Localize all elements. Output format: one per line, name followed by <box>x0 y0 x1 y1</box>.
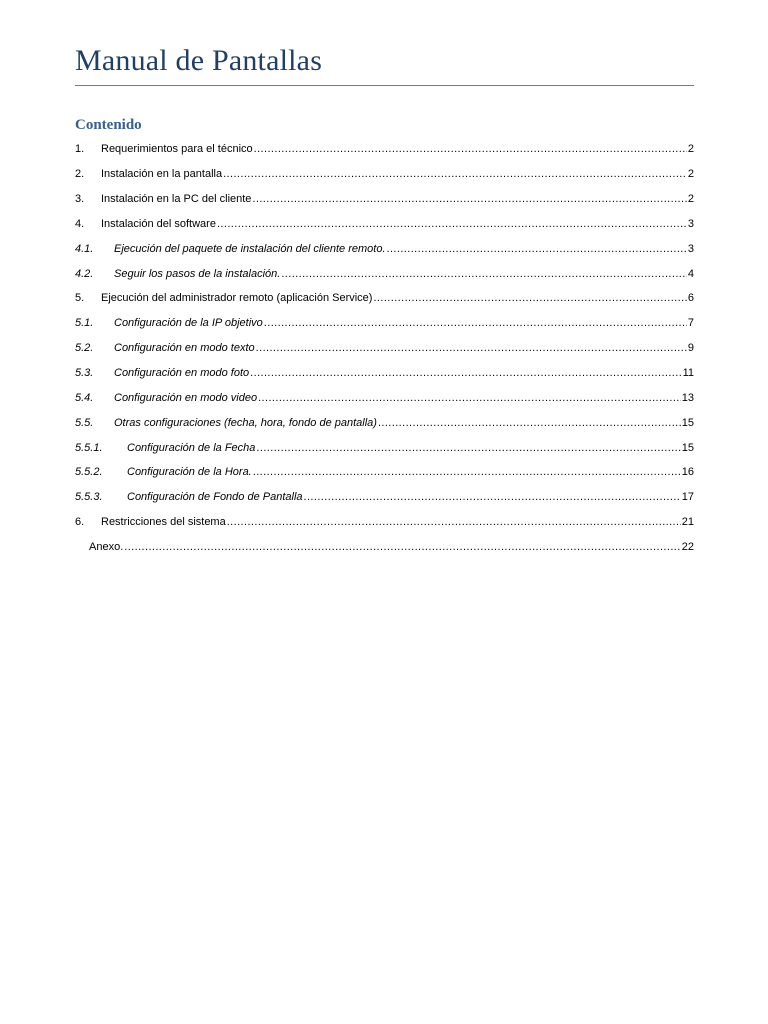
toc-entry-page: 4 <box>687 267 694 280</box>
toc-entry-page: 2 <box>687 168 694 181</box>
toc-dot-leader <box>250 367 681 379</box>
toc-entry[interactable] <box>75 385 694 410</box>
toc-entry-title: Seguir los pasos de la instalación. <box>114 267 281 280</box>
toc-entry-number: 5.5.1. <box>75 441 103 454</box>
toc-dot-leader <box>281 268 687 280</box>
toc-entry-number: 3. <box>75 193 85 206</box>
toc-entry[interactable] <box>75 137 694 162</box>
toc-entry-page: 21 <box>681 516 694 529</box>
toc-dot-leader <box>223 168 687 180</box>
toc-entry[interactable] <box>75 361 694 386</box>
toc-dot-leader <box>258 392 681 404</box>
toc-entry[interactable] <box>75 187 694 212</box>
toc-dot-leader <box>217 218 687 230</box>
toc-entry-page: 15 <box>681 441 694 454</box>
toc-dot-leader <box>227 516 681 528</box>
toc-entry-title: Configuración de la IP objetivo <box>114 317 263 330</box>
toc-entry-title: Requerimientos para el técnico <box>101 143 253 156</box>
toc-entry-title: Configuración en modo texto <box>114 342 255 355</box>
toc-dot-leader <box>253 466 681 478</box>
toc-entry-title: Ejecución del paquete de instalación del cliente remoto. <box>114 242 386 255</box>
toc-dot-leader <box>254 143 687 155</box>
toc-entry-title: Anexo. <box>89 540 124 553</box>
toc-entry-page: 17 <box>681 491 694 504</box>
toc-entry-title: Instalación en la PC del cliente <box>101 193 252 206</box>
toc-entry-title: Otras configuraciones (fecha, hora, fondo de pantalla) <box>114 416 377 429</box>
toc-entry-page: 11 <box>682 367 694 380</box>
toc-dot-leader <box>256 342 687 354</box>
toc-entry[interactable] <box>75 485 694 510</box>
toc-entry-number: 5.1. <box>75 317 94 330</box>
toc-entry[interactable] <box>75 336 694 361</box>
toc-entry-page: 3 <box>687 217 694 230</box>
toc-entry[interactable] <box>75 162 694 187</box>
toc-entry-number: 5.5.3. <box>75 491 103 504</box>
toc-entry-number: 1. <box>75 143 85 156</box>
toc-entry-number: 4.1. <box>75 242 94 255</box>
toc-entry-page: 3 <box>687 242 694 255</box>
toc-entry-page: 6 <box>687 292 694 305</box>
toc-entry-number: 5.4. <box>75 391 94 404</box>
toc-dot-leader <box>373 292 686 304</box>
toc-entry-title: Instalación del software <box>101 217 216 230</box>
toc-entry-page: 16 <box>681 466 694 479</box>
toc-entry-page: 2 <box>687 143 694 156</box>
toc-entry-number: 2. <box>75 168 85 181</box>
toc-dot-leader <box>304 491 681 503</box>
toc-entry[interactable] <box>75 460 694 485</box>
toc-dot-leader <box>256 442 680 454</box>
title-underline <box>75 85 694 86</box>
toc-entry-number: 6. <box>75 516 85 529</box>
toc-entry[interactable] <box>75 261 694 286</box>
document-title: Manual de Pantallas <box>75 44 323 77</box>
toc-entry-title: Configuración de Fondo de Pantalla <box>127 491 303 504</box>
toc-entry[interactable] <box>75 410 694 435</box>
toc-entry-title: Restricciones del sistema <box>101 516 226 529</box>
toc-entry-number: 4. <box>75 217 85 230</box>
toc-entry-page: 2 <box>687 193 694 206</box>
toc-entry-number: 5.5. <box>75 416 94 429</box>
toc-entry[interactable] <box>75 510 694 535</box>
toc-entry-title: Instalación en la pantalla <box>101 168 223 181</box>
toc-dot-leader <box>252 193 686 205</box>
table-of-contents <box>75 137 694 559</box>
toc-entry-page: 9 <box>687 342 694 355</box>
toc-entry[interactable] <box>75 435 694 460</box>
toc-entry[interactable] <box>75 311 694 336</box>
toc-entry[interactable] <box>75 535 694 560</box>
toc-entry-number: 4.2. <box>75 267 94 280</box>
toc-entry-number: 5.2. <box>75 342 94 355</box>
toc-entry-number: 5.3. <box>75 367 94 380</box>
toc-heading: Contenido <box>75 117 142 133</box>
toc-entry-page: 7 <box>687 317 694 330</box>
toc-entry[interactable] <box>75 236 694 261</box>
toc-entry-number: 5. <box>75 292 85 305</box>
toc-entry-number: 5.5.2. <box>75 466 103 479</box>
toc-dot-leader <box>124 541 681 553</box>
toc-entry-title: Configuración de la Fecha <box>127 441 256 454</box>
toc-entry-title: Ejecución del administrador remoto (aplicación Service) <box>101 292 373 305</box>
toc-entry[interactable] <box>75 286 694 311</box>
toc-entry-page: 13 <box>681 391 694 404</box>
toc-entry-title: Configuración de la Hora. <box>127 466 252 479</box>
toc-dot-leader <box>387 243 687 255</box>
toc-entry-page: 22 <box>681 540 694 553</box>
toc-dot-leader <box>378 417 681 429</box>
toc-dot-leader <box>264 317 687 329</box>
toc-entry[interactable] <box>75 212 694 237</box>
toc-entry-title: Configuración en modo video <box>114 391 258 404</box>
toc-entry-page: 15 <box>681 416 694 429</box>
toc-entry-title: Configuración en modo foto <box>114 367 250 380</box>
